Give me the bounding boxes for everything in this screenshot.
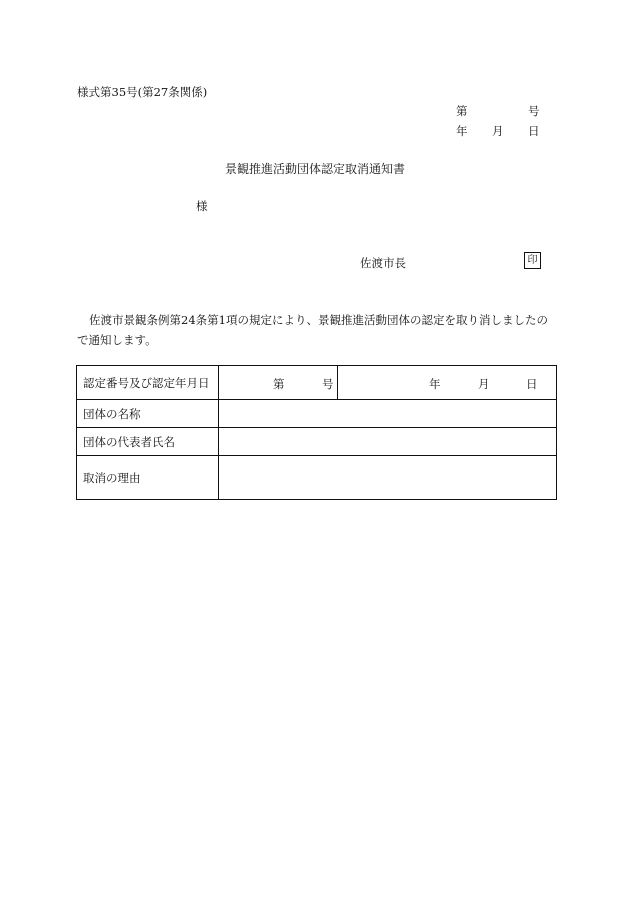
row-label-representative: 団体の代表者氏名 [77,428,219,456]
table-row [77,366,557,400]
date-year-label: 年 [456,124,468,138]
cert-month-label: 月 [478,377,490,391]
table-row [77,456,557,500]
table-row [77,400,557,428]
cancellation-reason-cell[interactable] [219,456,557,500]
document-title: 景観推進活動団体認定取消通知書 [225,162,406,176]
row-label-certification: 認定番号及び認定年月日 [77,366,219,400]
certification-date-cell[interactable] [338,366,557,400]
form-number: 様式第35号(第27条関係) [77,85,208,99]
number-prefix: 第 [273,377,285,391]
row-label-group-name: 団体の名称 [77,400,219,428]
date-month-label: 月 [492,124,504,138]
cert-day-label: 日 [526,377,538,391]
number-suffix: 号 [322,377,334,391]
issue-number-suffix: 号 [528,104,540,118]
addressee-suffix: 様 [196,199,208,213]
issue-number-prefix: 第 [456,104,468,118]
date-day-label: 日 [528,124,540,138]
certification-number-cell[interactable] [219,366,338,400]
row-label-reason: 取消の理由 [77,456,219,500]
group-name-cell[interactable] [219,400,557,428]
representative-name-cell[interactable] [219,428,557,456]
seal-mark: 印 [524,252,541,269]
details-table [76,365,557,500]
cert-year-label: 年 [429,377,441,391]
table-row [77,428,557,456]
body-text: 佐渡市景観条例第24条第1項の規定により、景観推進活動団体の認定を取り消しましたので通知します。 [77,313,548,347]
issuer-name: 佐渡市長 [360,256,406,270]
